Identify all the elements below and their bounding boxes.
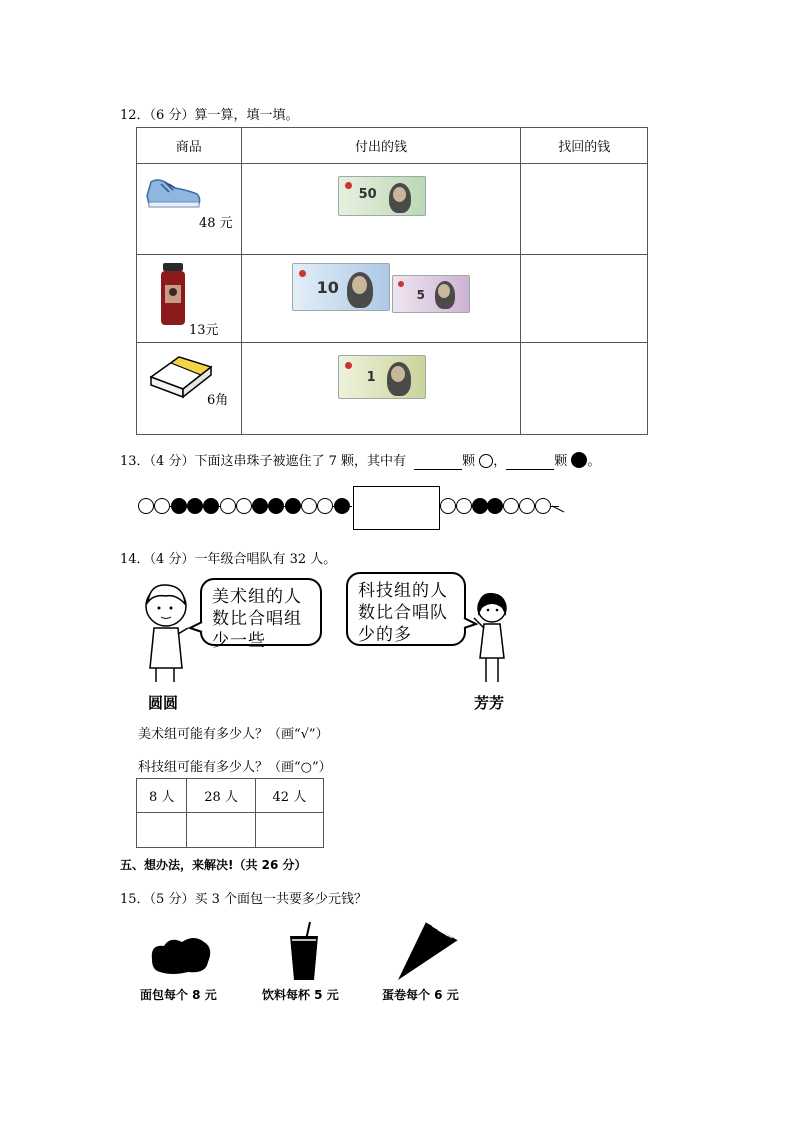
q13-unit-2: 颗 <box>554 454 568 469</box>
q14-question-2: 科技组可能有多少人？（画“○”） <box>138 760 332 775</box>
white-bead <box>301 498 317 514</box>
q12-row2-item <box>137 255 242 343</box>
string-end-icon <box>552 502 566 516</box>
option-8: 8 人 <box>137 779 187 813</box>
q13-unit-1: 颗 <box>462 454 476 469</box>
q12-title: 12．（6 分）算一算，填一填。 <box>120 108 299 123</box>
white-bead <box>138 498 154 514</box>
q12-row1-price: 48 元 <box>199 216 233 231</box>
sneaker-icon <box>143 172 203 212</box>
q13-blank-white[interactable] <box>414 454 462 470</box>
banknote-1-icon: 1 <box>338 355 426 399</box>
bread-icon <box>148 934 214 978</box>
q13-end: 。 <box>587 454 601 469</box>
left-bubble-line-1: 美术组的人 <box>212 587 302 607</box>
black-bead <box>171 498 187 514</box>
white-bead <box>220 498 236 514</box>
black-bead <box>187 498 203 514</box>
white-bead <box>456 498 472 514</box>
q12-row3-paid <box>241 343 521 435</box>
girl-yuanyuan-icon <box>140 582 196 686</box>
q14-question-1: 美术组可能有多少人？（画“√”） <box>138 727 329 742</box>
left-bubble-tail <box>188 620 204 634</box>
q12-row1-item <box>137 164 242 255</box>
cake-roll-caption: 蛋卷每个 6 元 <box>382 988 459 1002</box>
q12-header-paid: 付出的钱 <box>241 128 521 164</box>
banknote-50-icon: 50 <box>338 176 426 216</box>
white-bead <box>154 498 170 514</box>
banknote-5-icon: 5 <box>392 275 470 313</box>
q12-row2-paid <box>241 255 521 343</box>
right-speech-bubble <box>346 572 466 646</box>
white-bead <box>317 498 333 514</box>
q12-table <box>136 127 648 435</box>
option-28: 28 人 <box>187 779 255 813</box>
left-bubble-line-2: 数比合唱组 <box>212 609 302 629</box>
q13-blank-black[interactable] <box>506 454 554 470</box>
left-speech-bubble <box>200 578 322 651</box>
q14-title: 14．（4 分）一年级合唱队有 32 人。 <box>120 552 337 567</box>
right-bubble-line-1: 科技组的人 <box>358 581 448 601</box>
drink-icon <box>286 920 324 982</box>
drink-caption: 饮料每杯 5 元 <box>262 988 339 1002</box>
black-bead <box>285 498 301 514</box>
black-bead <box>252 498 268 514</box>
q13-prefix: 13．（4 分）下面这串珠子被遮住了 7 颗，其中有 <box>120 454 406 469</box>
q12-row2-price: 13元 <box>189 323 219 338</box>
section5-title: 五、想办法，来解决!（共 26 分） <box>120 858 307 872</box>
q14-options-table <box>136 778 324 848</box>
answer-cell-28[interactable] <box>187 813 255 848</box>
right-bubble-line-2: 数比合唱队 <box>358 603 448 623</box>
left-bubble-line-3: 少一些 <box>212 631 266 651</box>
q12-header-change: 找回的钱 <box>521 128 648 164</box>
girl-fangfang-icon <box>470 588 516 688</box>
black-bead-icon <box>571 452 587 468</box>
black-bead <box>334 498 350 514</box>
black-bead <box>487 498 503 514</box>
hidden-beads-box <box>353 486 440 530</box>
thermos-icon <box>157 261 189 327</box>
white-bead-icon <box>479 454 493 468</box>
banknote-10-icon: 10 <box>292 263 390 311</box>
white-bead <box>440 498 456 514</box>
q12-row3-price: 6角 <box>207 393 229 408</box>
q12-row3-change-cell[interactable] <box>521 343 648 435</box>
q13-comma: ， <box>493 454 507 469</box>
q12-row2-change-cell[interactable] <box>521 255 648 343</box>
q15-title: 15．（5 分）买 3 个面包一共要多少元钱？ <box>120 892 367 907</box>
name-fangfang: 芳芳 <box>474 694 505 712</box>
white-bead <box>503 498 519 514</box>
q12-row1-change-cell[interactable] <box>521 164 648 255</box>
bread-caption: 面包每个 8 元 <box>140 988 217 1002</box>
black-bead <box>472 498 488 514</box>
q12-header-item: 商品 <box>137 128 242 164</box>
black-bead <box>268 498 284 514</box>
cake-roll-icon <box>392 920 462 982</box>
black-bead <box>203 498 219 514</box>
answer-cell-8[interactable] <box>137 813 187 848</box>
q12-row1-paid <box>241 164 521 255</box>
q13-text <box>120 450 600 470</box>
white-bead <box>236 498 252 514</box>
option-42: 42 人 <box>255 779 323 813</box>
white-bead <box>535 498 551 514</box>
q12-row3-item <box>137 343 242 435</box>
white-bead <box>519 498 535 514</box>
name-yuanyuan: 圆圆 <box>148 694 179 712</box>
answer-cell-42[interactable] <box>255 813 323 848</box>
right-bubble-line-3: 少的多 <box>358 625 412 645</box>
